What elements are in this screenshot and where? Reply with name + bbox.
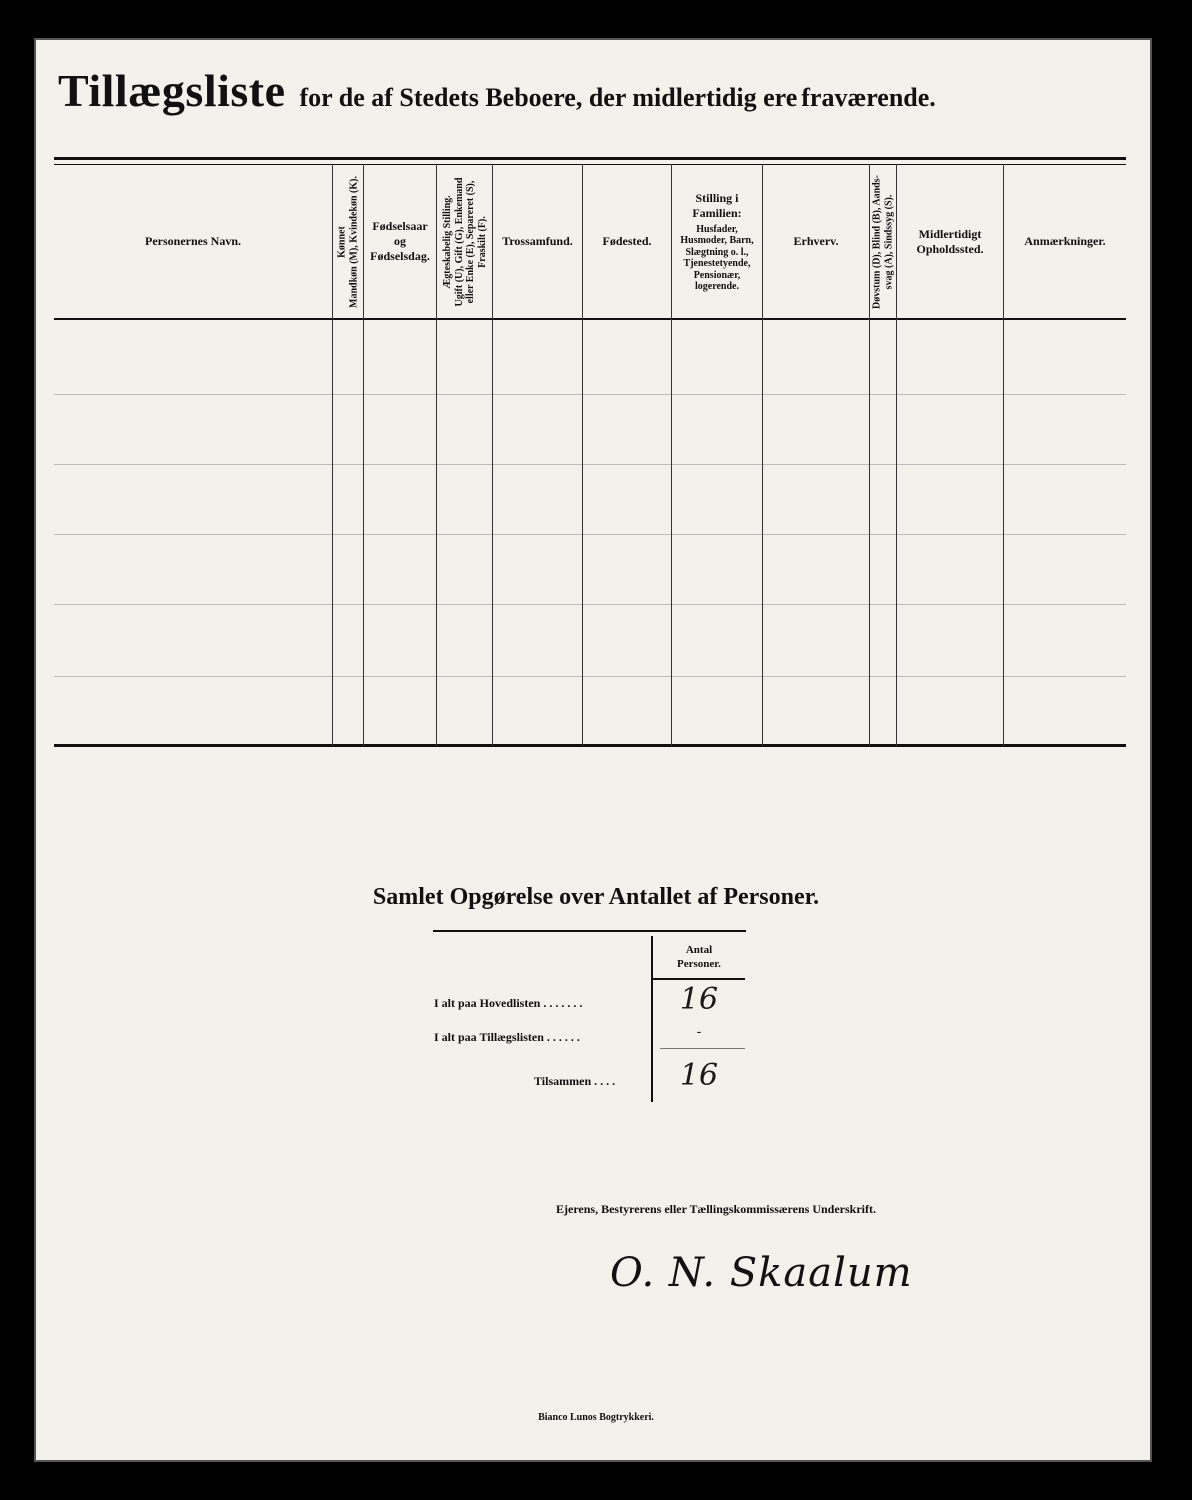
title-main: Tillægsliste <box>58 65 286 116</box>
form-title <box>58 64 1118 117</box>
summary-label-main-list: I alt paa Hovedlisten . . . . . . . <box>434 996 583 1010</box>
table-row <box>54 534 1126 535</box>
table-row <box>54 464 1126 465</box>
summary-row-rule <box>660 1048 745 1049</box>
signature-caption: Ejerens, Bestyrerens eller Tællingskommissærens Underskrift. <box>556 1202 876 1216</box>
summary-header-rule <box>653 978 745 980</box>
header-name: Personernes Navn. <box>145 234 241 248</box>
header-marital-status: Ægteskabelig Stilling. Ugift (U), Gift (G), Enkemand eller Enke (E), Separeret (S), Fraskilt (F). <box>441 177 487 306</box>
summary-top-rule <box>433 930 746 932</box>
summary-header: Antal Personer. <box>677 944 721 970</box>
header-disability: Døvstum (D), Blind (B), Aands- svag (A), Sindssyg (S). <box>871 174 894 309</box>
summary-title: Samlet Opgørelse over Antallet af Personer. <box>372 884 820 910</box>
table-top-rule <box>54 157 1126 160</box>
table-row <box>54 394 1126 395</box>
summary-label-supplement-list: I alt paa Tillægslisten . . . . . . <box>434 1030 580 1044</box>
table-header-rule <box>54 318 1126 320</box>
summary-value-supplement-list: - <box>696 1024 702 1040</box>
header-religion: Trossamfund. <box>502 234 573 248</box>
table-row <box>54 604 1126 605</box>
title-emphasis: fraværende. <box>801 83 936 112</box>
title-rest: for de af Stedets Beboere, der midlertidig ere <box>299 83 798 112</box>
summary-label-total: Tilsammen . . . . <box>534 1074 616 1088</box>
printer-imprint: Bianco Lunos Bogtrykkeri. <box>538 1412 654 1423</box>
header-birth: Fødselsaar og Fødselsdag. <box>370 219 430 263</box>
header-remarks: Anmærkninger. <box>1024 234 1106 248</box>
header-birthplace: Fødested. <box>602 234 652 248</box>
table-bottom-rule <box>54 744 1126 747</box>
header-family-position: Stilling i Familien: Husfader, Husmoder, Barn, Slægtning o. l., Tjenestetyende, Pensionær, logerende. <box>680 190 754 292</box>
table-row <box>54 676 1126 677</box>
summary-value-total: 16 <box>679 1058 719 1093</box>
header-temporary-residence: Midlertidigt Opholdssted. <box>916 226 984 256</box>
summary-value-main-list: 16 <box>679 982 719 1017</box>
header-gender: Kønnet Mandkøn (M), Kvindekøn (K). <box>336 175 359 308</box>
signature: O. N. Skaalum <box>610 1250 913 1296</box>
header-occupation: Erhverv. <box>793 234 839 248</box>
